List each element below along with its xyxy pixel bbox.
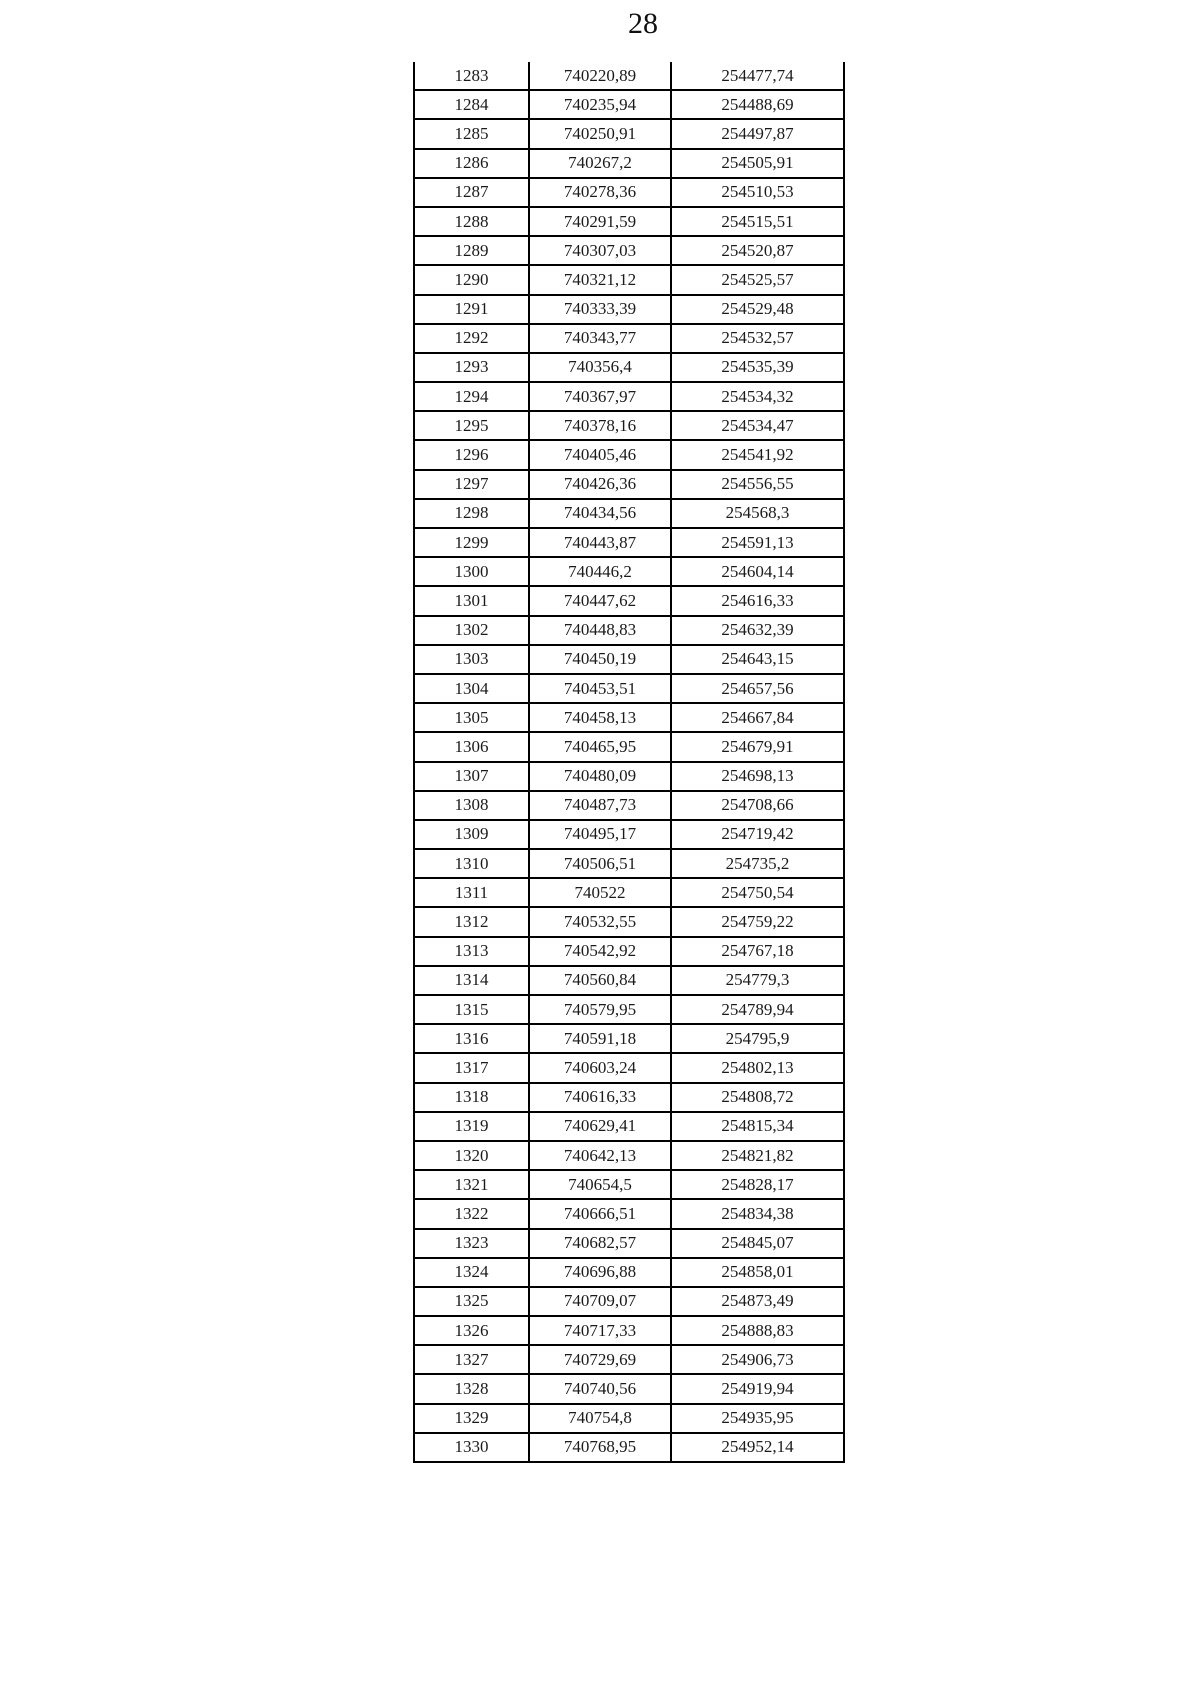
table-cell: 254643,15 bbox=[671, 645, 844, 674]
table-cell: 740542,92 bbox=[529, 937, 671, 966]
table-cell: 254532,57 bbox=[671, 324, 844, 353]
table-row bbox=[414, 1112, 844, 1141]
table-cell: 740642,13 bbox=[529, 1141, 671, 1170]
table-cell: 1302 bbox=[414, 616, 529, 645]
table-cell: 254719,42 bbox=[671, 820, 844, 849]
table-row bbox=[414, 762, 844, 791]
table-cell: 740267,2 bbox=[529, 149, 671, 178]
table-row bbox=[414, 1229, 844, 1258]
table-cell: 254632,39 bbox=[671, 616, 844, 645]
table-row bbox=[414, 236, 844, 265]
table-row bbox=[414, 907, 844, 936]
table-cell: 1314 bbox=[414, 966, 529, 995]
table-row bbox=[414, 528, 844, 557]
table-row bbox=[414, 820, 844, 849]
table-cell: 1328 bbox=[414, 1374, 529, 1403]
table-cell: 1303 bbox=[414, 645, 529, 674]
table-cell: 740405,46 bbox=[529, 440, 671, 469]
table-cell: 254657,56 bbox=[671, 674, 844, 703]
table-row bbox=[414, 586, 844, 615]
table-cell: 1318 bbox=[414, 1083, 529, 1112]
table-cell: 254556,55 bbox=[671, 470, 844, 499]
table-cell: 1296 bbox=[414, 440, 529, 469]
table-cell: 254906,73 bbox=[671, 1345, 844, 1374]
table-cell: 254541,92 bbox=[671, 440, 844, 469]
table-cell: 740291,59 bbox=[529, 207, 671, 236]
table-row bbox=[414, 295, 844, 324]
table-cell: 740616,33 bbox=[529, 1083, 671, 1112]
table-cell: 254802,13 bbox=[671, 1053, 844, 1082]
table-row bbox=[414, 1374, 844, 1403]
table-cell: 740333,39 bbox=[529, 295, 671, 324]
table-cell: 254667,84 bbox=[671, 703, 844, 732]
table-cell: 1290 bbox=[414, 265, 529, 294]
table-cell: 740465,95 bbox=[529, 732, 671, 761]
table-cell: 740356,4 bbox=[529, 353, 671, 382]
table-cell: 740682,57 bbox=[529, 1229, 671, 1258]
table-row bbox=[414, 1287, 844, 1316]
table-cell: 740307,03 bbox=[529, 236, 671, 265]
table-cell: 740487,73 bbox=[529, 791, 671, 820]
table-cell: 1305 bbox=[414, 703, 529, 732]
table-cell: 254834,38 bbox=[671, 1199, 844, 1228]
table-row bbox=[414, 849, 844, 878]
table-cell: 1330 bbox=[414, 1433, 529, 1462]
table-cell: 254821,82 bbox=[671, 1141, 844, 1170]
table-cell: 254759,22 bbox=[671, 907, 844, 936]
table-cell: 1320 bbox=[414, 1141, 529, 1170]
table-row bbox=[414, 1053, 844, 1082]
table-cell: 1299 bbox=[414, 528, 529, 557]
table-row bbox=[414, 732, 844, 761]
table-cell: 740250,91 bbox=[529, 119, 671, 148]
table-cell: 1313 bbox=[414, 937, 529, 966]
table-cell: 740532,55 bbox=[529, 907, 671, 936]
table-cell: 1283 bbox=[414, 62, 529, 90]
table-row bbox=[414, 1258, 844, 1287]
table-cell: 1286 bbox=[414, 149, 529, 178]
table-cell: 254488,69 bbox=[671, 90, 844, 119]
table-cell: 254534,32 bbox=[671, 382, 844, 411]
table-row bbox=[414, 382, 844, 411]
table-cell: 254477,74 bbox=[671, 62, 844, 90]
table-cell: 1317 bbox=[414, 1053, 529, 1082]
table-cell: 1307 bbox=[414, 762, 529, 791]
table-cell: 1309 bbox=[414, 820, 529, 849]
table-cell: 1308 bbox=[414, 791, 529, 820]
table-cell: 740754,8 bbox=[529, 1404, 671, 1433]
table-cell: 740579,95 bbox=[529, 995, 671, 1024]
table-cell: 1310 bbox=[414, 849, 529, 878]
table-cell: 740426,36 bbox=[529, 470, 671, 499]
table-cell: 254616,33 bbox=[671, 586, 844, 615]
table-row bbox=[414, 90, 844, 119]
table-row bbox=[414, 674, 844, 703]
table-cell: 740591,18 bbox=[529, 1024, 671, 1053]
table-row bbox=[414, 1170, 844, 1199]
table-cell: 1316 bbox=[414, 1024, 529, 1053]
table-cell: 254795,9 bbox=[671, 1024, 844, 1053]
table-cell: 254529,48 bbox=[671, 295, 844, 324]
table-cell: 1295 bbox=[414, 411, 529, 440]
table-cell: 1323 bbox=[414, 1229, 529, 1258]
table-cell: 254873,49 bbox=[671, 1287, 844, 1316]
table-row bbox=[414, 616, 844, 645]
table-cell: 1294 bbox=[414, 382, 529, 411]
table-cell: 254497,87 bbox=[671, 119, 844, 148]
table-cell: 740729,69 bbox=[529, 1345, 671, 1374]
table-cell: 254591,13 bbox=[671, 528, 844, 557]
table-cell: 1319 bbox=[414, 1112, 529, 1141]
table-row bbox=[414, 499, 844, 528]
table-cell: 254604,14 bbox=[671, 557, 844, 586]
table-row bbox=[414, 966, 844, 995]
table-row bbox=[414, 1316, 844, 1345]
table-cell: 254568,3 bbox=[671, 499, 844, 528]
table-cell: 740654,5 bbox=[529, 1170, 671, 1199]
table-cell: 254735,2 bbox=[671, 849, 844, 878]
table-cell: 740378,16 bbox=[529, 411, 671, 440]
table-row bbox=[414, 470, 844, 499]
table-cell: 1297 bbox=[414, 470, 529, 499]
table-cell: 740434,56 bbox=[529, 499, 671, 528]
table-cell: 1311 bbox=[414, 878, 529, 907]
table-cell: 254808,72 bbox=[671, 1083, 844, 1112]
table-cell: 740696,88 bbox=[529, 1258, 671, 1287]
table-cell: 254828,17 bbox=[671, 1170, 844, 1199]
table-cell: 740443,87 bbox=[529, 528, 671, 557]
table-row bbox=[414, 265, 844, 294]
table-row bbox=[414, 324, 844, 353]
table-cell: 254935,95 bbox=[671, 1404, 844, 1433]
table-cell: 1292 bbox=[414, 324, 529, 353]
table-row bbox=[414, 440, 844, 469]
table-cell: 1327 bbox=[414, 1345, 529, 1374]
coordinate-table bbox=[413, 62, 845, 1463]
table-cell: 1326 bbox=[414, 1316, 529, 1345]
table-cell: 740220,89 bbox=[529, 62, 671, 90]
table-cell: 740278,36 bbox=[529, 178, 671, 207]
table-row bbox=[414, 1141, 844, 1170]
table-row bbox=[414, 149, 844, 178]
table-row bbox=[414, 1199, 844, 1228]
table-cell: 254919,94 bbox=[671, 1374, 844, 1403]
table-row bbox=[414, 411, 844, 440]
table-cell: 254510,53 bbox=[671, 178, 844, 207]
table-row bbox=[414, 791, 844, 820]
table-row bbox=[414, 995, 844, 1024]
table-cell: 254888,83 bbox=[671, 1316, 844, 1345]
table-cell: 254952,14 bbox=[671, 1433, 844, 1462]
table-cell: 254525,57 bbox=[671, 265, 844, 294]
table-cell: 1312 bbox=[414, 907, 529, 936]
table-cell: 1285 bbox=[414, 119, 529, 148]
table-cell: 254520,87 bbox=[671, 236, 844, 265]
table-cell: 1315 bbox=[414, 995, 529, 1024]
table-cell: 1321 bbox=[414, 1170, 529, 1199]
table-cell: 1304 bbox=[414, 674, 529, 703]
table-cell: 254708,66 bbox=[671, 791, 844, 820]
table-cell: 1288 bbox=[414, 207, 529, 236]
table-cell: 740768,95 bbox=[529, 1433, 671, 1462]
table-cell: 254815,34 bbox=[671, 1112, 844, 1141]
table-cell: 254515,51 bbox=[671, 207, 844, 236]
table-row bbox=[414, 878, 844, 907]
table-row bbox=[414, 1345, 844, 1374]
table-row bbox=[414, 353, 844, 382]
table-cell: 740343,77 bbox=[529, 324, 671, 353]
table-cell: 740448,83 bbox=[529, 616, 671, 645]
table-cell: 1324 bbox=[414, 1258, 529, 1287]
table-cell: 740446,2 bbox=[529, 557, 671, 586]
page-number: 28 bbox=[628, 7, 658, 40]
table-cell: 1329 bbox=[414, 1404, 529, 1433]
coordinate-table-body bbox=[414, 62, 844, 1462]
table-cell: 740603,24 bbox=[529, 1053, 671, 1082]
table-cell: 740458,13 bbox=[529, 703, 671, 732]
table-cell: 254789,94 bbox=[671, 995, 844, 1024]
table-row bbox=[414, 557, 844, 586]
table-cell: 254679,91 bbox=[671, 732, 844, 761]
table-cell: 254767,18 bbox=[671, 937, 844, 966]
table-cell: 740495,17 bbox=[529, 820, 671, 849]
table-cell: 1293 bbox=[414, 353, 529, 382]
table-cell: 740709,07 bbox=[529, 1287, 671, 1316]
table-cell: 254779,3 bbox=[671, 966, 844, 995]
table-cell: 254535,39 bbox=[671, 353, 844, 382]
table-cell: 1298 bbox=[414, 499, 529, 528]
table-cell: 254698,13 bbox=[671, 762, 844, 791]
table-cell: 740717,33 bbox=[529, 1316, 671, 1345]
table-cell: 1289 bbox=[414, 236, 529, 265]
table-cell: 740480,09 bbox=[529, 762, 671, 791]
table-cell: 740666,51 bbox=[529, 1199, 671, 1228]
table-cell: 1284 bbox=[414, 90, 529, 119]
table-row bbox=[414, 1083, 844, 1112]
table-row bbox=[414, 1404, 844, 1433]
table-cell: 740740,56 bbox=[529, 1374, 671, 1403]
table-row bbox=[414, 207, 844, 236]
table-cell: 740629,41 bbox=[529, 1112, 671, 1141]
table-cell: 254505,91 bbox=[671, 149, 844, 178]
table-cell: 254858,01 bbox=[671, 1258, 844, 1287]
table-cell: 1300 bbox=[414, 557, 529, 586]
table-cell: 1291 bbox=[414, 295, 529, 324]
table-cell: 1301 bbox=[414, 586, 529, 615]
table-row bbox=[414, 119, 844, 148]
table-row bbox=[414, 1024, 844, 1053]
table-row bbox=[414, 937, 844, 966]
table-cell: 740522 bbox=[529, 878, 671, 907]
table-cell: 254750,54 bbox=[671, 878, 844, 907]
table-cell: 1306 bbox=[414, 732, 529, 761]
table-row bbox=[414, 645, 844, 674]
table-cell: 740235,94 bbox=[529, 90, 671, 119]
table-row bbox=[414, 703, 844, 732]
table-cell: 1287 bbox=[414, 178, 529, 207]
table-row bbox=[414, 1433, 844, 1462]
table-cell: 740560,84 bbox=[529, 966, 671, 995]
coordinate-table-container bbox=[413, 62, 845, 1463]
table-cell: 740506,51 bbox=[529, 849, 671, 878]
table-row bbox=[414, 178, 844, 207]
table-cell: 740367,97 bbox=[529, 382, 671, 411]
table-cell: 740450,19 bbox=[529, 645, 671, 674]
table-row bbox=[414, 62, 844, 90]
table-cell: 740321,12 bbox=[529, 265, 671, 294]
table-cell: 1325 bbox=[414, 1287, 529, 1316]
table-cell: 740447,62 bbox=[529, 586, 671, 615]
table-cell: 1322 bbox=[414, 1199, 529, 1228]
table-cell: 254534,47 bbox=[671, 411, 844, 440]
table-cell: 254845,07 bbox=[671, 1229, 844, 1258]
table-cell: 740453,51 bbox=[529, 674, 671, 703]
